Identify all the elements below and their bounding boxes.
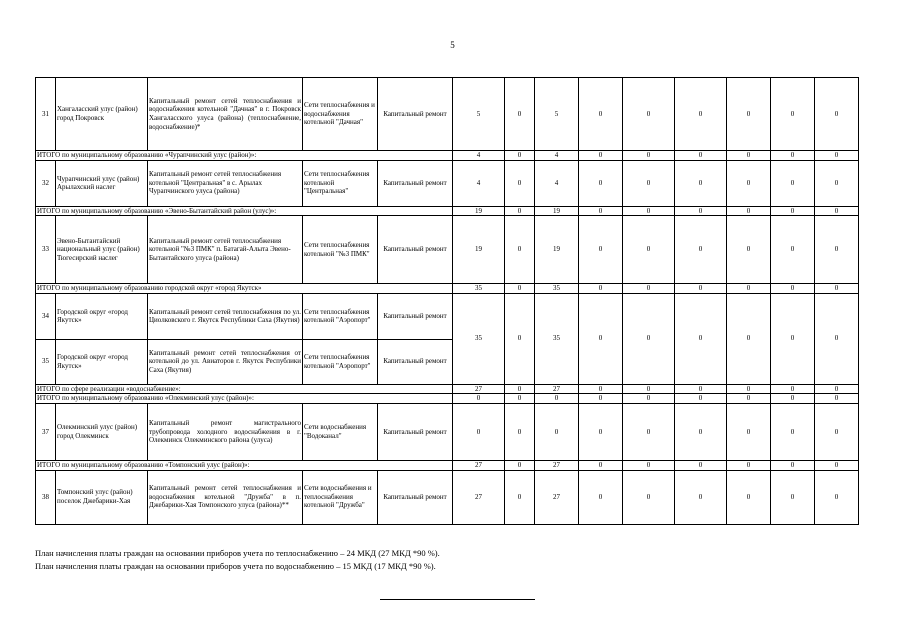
- value-cell: 0: [727, 160, 771, 206]
- value-cell: 0: [771, 470, 815, 524]
- object-cell: Сети теплоснабжения котельной "Аэропорт": [303, 339, 378, 384]
- value-cell: 19: [535, 216, 579, 284]
- value-cell: 0: [727, 460, 771, 470]
- value-cell: 0: [771, 206, 815, 216]
- value-cell: 0: [579, 384, 623, 394]
- total-row: [36, 460, 859, 470]
- value-cell: 0: [505, 284, 535, 294]
- work-cell: Капитальный ремонт сетей теплоснабжения котельной "№3 ПМК" п. Батагай-Алыта Эвено-Бытантайского улуса (района): [148, 216, 303, 284]
- value-cell: 0: [675, 403, 727, 460]
- row-number: 34: [36, 293, 56, 339]
- value-cell: 0: [623, 470, 675, 524]
- value-cell: 0: [453, 394, 505, 404]
- municipality-cell: Городской округ «город Якутск»: [56, 339, 148, 384]
- object-cell: Сети теплоснабжения котельной "Центральная": [303, 160, 378, 206]
- value-cell: 35: [535, 284, 579, 294]
- value-cell: 27: [453, 460, 505, 470]
- footer-divider: [380, 599, 535, 600]
- value-cell: 0: [535, 403, 579, 460]
- municipality-cell: Олекминский улус (район) город Олекминск: [56, 403, 148, 460]
- value-cell: 0: [727, 470, 771, 524]
- value-cell: 0: [727, 403, 771, 460]
- object-cell: Сети теплоснабжения котельной "Аэропорт": [303, 293, 378, 339]
- value-cell: 0: [675, 216, 727, 284]
- object-cell: Сети теплоснабжения котельной "№3 ПМК": [303, 216, 378, 284]
- value-cell: 0: [675, 394, 727, 404]
- value-cell: 0: [675, 460, 727, 470]
- value-cell: 0: [675, 384, 727, 394]
- value-cell: 4: [535, 151, 579, 161]
- value-cell: 0: [771, 460, 815, 470]
- value-cell: 27: [535, 470, 579, 524]
- table-row: [36, 470, 859, 524]
- value-cell: 0: [771, 216, 815, 284]
- value-cell: 0: [579, 206, 623, 216]
- value-cell: 19: [535, 206, 579, 216]
- type-cell: Капитальный ремонт: [378, 339, 453, 384]
- total-label: ИТОГО по муниципальному образованию «Эвено-Бытантайский район (улус)»:: [36, 206, 453, 216]
- work-cell: Капитальный ремонт сетей теплоснабжения и водоснабжения котельной "Дачная" в г. Покровск Хангаласского улуса (района) (теплоснабжение, водоснабжение)*: [148, 78, 303, 151]
- row-number: 38: [36, 470, 56, 524]
- value-cell: 0: [815, 206, 859, 216]
- value-cell: 0: [623, 284, 675, 294]
- value-cell: 0: [623, 151, 675, 161]
- footnote-heat: План начисления платы граждан на основании приборов учета по теплоснабжению – 24 МКД (27 МКД *90 %).: [35, 548, 440, 558]
- object-cell: Сети теплоснабжения и водоснабжения котельной "Дачная": [303, 78, 378, 151]
- value-cell: 0: [815, 403, 859, 460]
- value-cell: 0: [675, 78, 727, 151]
- row-number: 31: [36, 78, 56, 151]
- row-number: 32: [36, 160, 56, 206]
- value-cell: 0: [579, 160, 623, 206]
- value-cell: 0: [815, 216, 859, 284]
- value-cell: 0: [815, 394, 859, 404]
- value-cell: 0: [675, 293, 727, 384]
- value-cell: 0: [535, 394, 579, 404]
- table-row: [36, 403, 859, 460]
- value-cell: 0: [623, 460, 675, 470]
- work-cell: Капитальный ремонт сетей теплоснабжения котельной "Центральная" в с. Арылах Чурапчинского улуса (района): [148, 160, 303, 206]
- total-label: ИТОГО по муниципальному образованию «Олекминский улус (район)»:: [36, 394, 453, 404]
- value-cell: 0: [727, 384, 771, 394]
- value-cell: 5: [453, 78, 505, 151]
- value-cell: 35: [453, 284, 505, 294]
- object-cell: Сети водоснабжения и теплоснабжения котельной "Дружба": [303, 470, 378, 524]
- value-cell: 4: [453, 160, 505, 206]
- footnote-water: План начисления платы граждан на основании приборов учета по водоснабжению – 15 МКД (17 МКД *90 %).: [35, 561, 436, 571]
- total-label: ИТОГО по сфере реализации «водоснабжение»:: [36, 384, 453, 394]
- value-cell: 27: [535, 384, 579, 394]
- work-cell: Капитальный ремонт сетей теплоснабжения от котельной до ул. Авиаторов г. Якутск Республики Саха (Якутия): [148, 339, 303, 384]
- value-cell: 5: [535, 78, 579, 151]
- value-cell: 0: [815, 160, 859, 206]
- type-cell: Капитальный ремонт: [378, 293, 453, 339]
- value-cell: 0: [623, 160, 675, 206]
- value-cell: 0: [727, 216, 771, 284]
- value-cell: 0: [623, 78, 675, 151]
- value-cell: 0: [771, 384, 815, 394]
- table-row: [36, 160, 859, 206]
- value-cell: 0: [727, 151, 771, 161]
- value-cell: 0: [579, 460, 623, 470]
- value-cell: 0: [727, 394, 771, 404]
- value-cell: 0: [505, 78, 535, 151]
- row-number: 33: [36, 216, 56, 284]
- value-cell: 0: [771, 78, 815, 151]
- work-cell: Капитальный ремонт сетей теплоснабжения по ул. Циолковского г. Якутск Республики Саха (Якутия): [148, 293, 303, 339]
- footnotes: [35, 547, 440, 573]
- value-cell: 27: [535, 460, 579, 470]
- value-cell: 0: [815, 293, 859, 384]
- value-cell: 0: [771, 160, 815, 206]
- value-cell: 0: [675, 151, 727, 161]
- municipality-cell: Городской округ «город Якутск»: [56, 293, 148, 339]
- row-number: 35: [36, 339, 56, 384]
- table-row: [36, 216, 859, 284]
- value-cell: 0: [623, 293, 675, 384]
- value-cell: 0: [771, 403, 815, 460]
- type-cell: Капитальный ремонт: [378, 160, 453, 206]
- row-number: 37: [36, 403, 56, 460]
- value-cell: 0: [815, 470, 859, 524]
- value-cell: 0: [579, 394, 623, 404]
- value-cell: 0: [579, 293, 623, 384]
- work-cell: Капитальный ремонт сетей теплоснабжения и водоснабжения котельной "Дружба" в п. Джебарики-Хая Томпонского улуса (района)**: [148, 470, 303, 524]
- total-label: ИТОГО по муниципальному образованию «Чурапчинский улус (район)»:: [36, 151, 453, 161]
- value-cell: 0: [815, 151, 859, 161]
- value-cell: 4: [535, 160, 579, 206]
- value-cell: 0: [727, 293, 771, 384]
- total-row: [36, 206, 859, 216]
- value-cell: 0: [623, 216, 675, 284]
- type-cell: Капитальный ремонт: [378, 78, 453, 151]
- page-number: 5: [450, 40, 455, 50]
- value-cell: 0: [815, 78, 859, 151]
- value-cell: 0: [815, 384, 859, 394]
- value-cell: 0: [623, 403, 675, 460]
- object-cell: Сети водоснабжения "Водоканал": [303, 403, 378, 460]
- value-cell: 0: [815, 284, 859, 294]
- value-cell: 35: [535, 293, 579, 384]
- type-cell: Капитальный ремонт: [378, 470, 453, 524]
- table-body: [36, 78, 859, 525]
- value-cell: 35: [453, 293, 505, 384]
- value-cell: 0: [505, 403, 535, 460]
- total-row: [36, 394, 859, 404]
- value-cell: 0: [727, 206, 771, 216]
- value-cell: 0: [675, 470, 727, 524]
- type-cell: Капитальный ремонт: [378, 216, 453, 284]
- value-cell: 0: [579, 403, 623, 460]
- value-cell: 0: [815, 460, 859, 470]
- value-cell: 0: [505, 151, 535, 161]
- municipality-cell: Хангаласский улус (район) город Покровск: [56, 78, 148, 151]
- value-cell: 0: [675, 206, 727, 216]
- type-cell: Капитальный ремонт: [378, 403, 453, 460]
- value-cell: 0: [505, 293, 535, 384]
- value-cell: 0: [579, 284, 623, 294]
- total-row: [36, 151, 859, 161]
- table-row: [36, 293, 859, 339]
- value-cell: 0: [623, 206, 675, 216]
- value-cell: 0: [771, 284, 815, 294]
- value-cell: 19: [453, 216, 505, 284]
- value-cell: 0: [579, 78, 623, 151]
- municipality-cell: Томпонский улус (район) поселок Джебарики-Хая: [56, 470, 148, 524]
- value-cell: 0: [771, 293, 815, 384]
- value-cell: 0: [771, 394, 815, 404]
- value-cell: 19: [453, 206, 505, 216]
- value-cell: 4: [453, 151, 505, 161]
- value-cell: 27: [453, 384, 505, 394]
- value-cell: 0: [453, 403, 505, 460]
- value-cell: 0: [623, 384, 675, 394]
- value-cell: 0: [579, 470, 623, 524]
- value-cell: 0: [505, 206, 535, 216]
- value-cell: 0: [579, 216, 623, 284]
- value-cell: 27: [453, 470, 505, 524]
- value-cell: 0: [675, 284, 727, 294]
- total-label: ИТОГО по муниципальному образованию «Томпонский улус (район)»:: [36, 460, 453, 470]
- total-label: ИТОГО по муниципальному образованию городской округ «город Якутск»: [36, 284, 453, 294]
- value-cell: 0: [505, 394, 535, 404]
- total-row: [36, 284, 859, 294]
- value-cell: 0: [623, 394, 675, 404]
- municipality-cell: Эвено-Бытантайский национальный улус (район) Тюгесирский наслег: [56, 216, 148, 284]
- value-cell: 0: [727, 284, 771, 294]
- value-cell: 0: [505, 384, 535, 394]
- investment-table: [35, 77, 859, 525]
- table-row: [36, 78, 859, 151]
- value-cell: 0: [771, 151, 815, 161]
- value-cell: 0: [505, 470, 535, 524]
- value-cell: 0: [579, 151, 623, 161]
- value-cell: 0: [727, 78, 771, 151]
- value-cell: 0: [505, 460, 535, 470]
- value-cell: 0: [675, 160, 727, 206]
- total-row: [36, 384, 859, 394]
- work-cell: Капитальный ремонт магистрального трубопровода холодного водоснабжения в г. Олекминск Олекминского района (улуса): [148, 403, 303, 460]
- value-cell: 0: [505, 160, 535, 206]
- value-cell: 0: [505, 216, 535, 284]
- municipality-cell: Чурапчинский улус (район) Арылахский наслег: [56, 160, 148, 206]
